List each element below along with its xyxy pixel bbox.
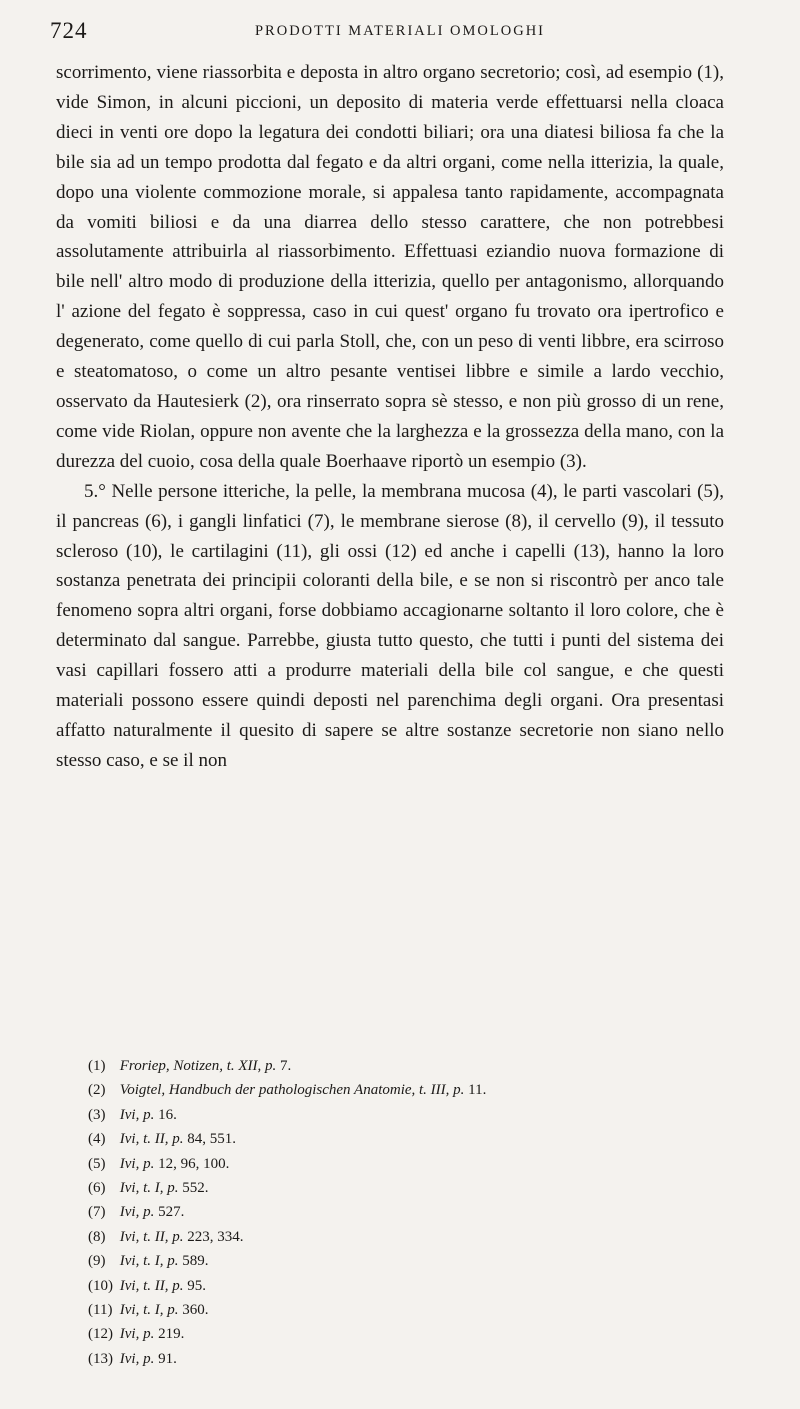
footnote-pages: 589.: [182, 1253, 209, 1270]
footnote-number: (9): [88, 1253, 106, 1270]
footnote-reference: Ivi, p.: [119, 1155, 155, 1172]
footnote-number: (8): [88, 1228, 106, 1245]
footnote-pages: 12, 96, 100.: [158, 1155, 230, 1172]
footnotes: [88, 1054, 728, 1371]
footnote-number: (10): [88, 1277, 113, 1294]
footnote: [88, 1078, 728, 1102]
footnote-number: (7): [88, 1204, 106, 1221]
footnote: [88, 1127, 728, 1151]
footnote-pages: 7.: [280, 1058, 292, 1074]
footnote-reference: Ivi, p.: [119, 1204, 155, 1221]
footnote-reference: Ivi, p.: [119, 1350, 155, 1367]
footnote-number: (3): [88, 1106, 106, 1123]
running-head: PRODOTTI MATERIALI OMOLOGHI: [254, 23, 545, 39]
footnote: [88, 1054, 728, 1078]
footnote-pages: 219.: [158, 1326, 185, 1343]
page-number: 724: [50, 18, 88, 43]
footnote-reference: Froriep, Notizen, t. XII, p.: [119, 1058, 277, 1074]
footnote: [88, 1322, 728, 1346]
page-header: [50, 18, 750, 48]
footnote-number: (2): [88, 1082, 106, 1099]
footnote: [88, 1225, 728, 1249]
footnote-reference: Voigtel, Handbuch der pathologischen Anatomie, t. III, p.: [119, 1082, 465, 1099]
paragraph-1: scorrimento, viene riassorbita e deposta in altro organo secretorio; così, ad esempio (1), vide Simon, in alcuni piccioni, un deposito di materia verde effettuarsi nella cloaca dieci in venti ore dopo la legatura dei condotti biliari; ora una diatesi biliosa fa che la bile sia ad un tempo prodotta dal fegato e da altri organi, come nella itterizia, la quale, dopo una violente commozione morale, si appalesa tanto rapidamente, accompagnata da vomiti biliosi e da una diarrea dello stesso carattere, che non potrebbesi assolutamente attribuirla al riassorbimento. Effettuasi eziandio nuova formazione di bile nell' altro modo di produzione della itterizia, quello per antagonismo, allorquando l' azione del fegato è soppressa, caso in cui quest' organo fu trovato ora ipertrofico e degenerato, come quello di cui parla Stoll, che, con un peso di venti libbre, era scirroso e steatomatoso, o come un altro pesante ventisei libbre e simile a lardo vecchio, osservato da Hautesierk (2), ora rinserrato sopra sè stesso, e non più grosso di un rene, come vide Riolan, oppure non avente che la larghezza e la grossezza della mano, con la durezza del cuoio, cosa della quale Boerhaave riportò un esempio (3).: [56, 62, 724, 472]
footnote: [88, 1152, 728, 1176]
footnote-pages: 91.: [158, 1350, 177, 1367]
footnote-pages: 84, 551.: [187, 1131, 236, 1148]
footnote-reference: Ivi, p.: [119, 1326, 155, 1343]
footnote: [88, 1347, 728, 1371]
footnote-reference: Ivi, t. I, p.: [119, 1302, 179, 1319]
body-text: [56, 58, 724, 776]
footnote-pages: 11.: [468, 1082, 487, 1099]
footnote: [88, 1176, 728, 1200]
footnote: [88, 1298, 728, 1322]
footnote-reference: Ivi, t. II, p.: [119, 1131, 184, 1148]
footnote-number: (13): [88, 1350, 113, 1367]
footnote: [88, 1274, 728, 1298]
footnote-number: (5): [88, 1155, 106, 1172]
footnote: [88, 1200, 728, 1224]
footnote-number: (12): [88, 1326, 113, 1343]
footnote-number: (1): [88, 1058, 106, 1074]
footnote-reference: Ivi, t. I, p.: [119, 1180, 179, 1197]
footnote-pages: 95.: [187, 1277, 206, 1294]
footnote-reference: Ivi, t. II, p.: [119, 1228, 184, 1245]
footnote-pages: 223, 334.: [187, 1228, 244, 1245]
footnote-reference: Ivi, p.: [119, 1106, 155, 1123]
footnote-pages: 527.: [158, 1204, 185, 1221]
paragraph-2: 5.° Nelle persone itteriche, la pelle, la membrana mucosa (4), le parti vascolari (5), il pancreas (6), i gangli linfatici (7), le membrane sierose (8), il cervello (9), il tessuto scleroso (10), le cartilagini (11), gli ossi (12) ed anche i capelli (13), hanno la loro sostanza penetrata dei principii coloranti della bile, e se non si riscontrò per anco tale fenomeno sopra altri organi, forse dobbiamo accagionarne soltanto il loro colore, che è determinato dal sangue. Parrebbe, giusta tutto questo, che tutti i punti del sistema dei vasi capillari fossero atti a produrre materiali della bile col sangue, e che questi materiali possono essere quindi deposti nel parenchima degli organi. Ora presentasi affatto naturalmente il quesito di sapere se altre sostanze secretorie non siano nello stesso caso, e se il non: [56, 480, 724, 771]
footnote-number: (4): [88, 1131, 106, 1148]
footnote-number: (6): [88, 1180, 106, 1197]
footnote: [88, 1249, 728, 1273]
footnote-reference: Ivi, t. I, p.: [119, 1253, 179, 1270]
footnote: [88, 1103, 728, 1127]
footnote-reference: Ivi, t. II, p.: [119, 1277, 184, 1294]
footnote-pages: 16.: [158, 1106, 177, 1123]
footnote-pages: 552.: [182, 1180, 209, 1197]
footnote-pages: 360.: [182, 1302, 209, 1319]
footnote-number: (11): [88, 1302, 113, 1319]
